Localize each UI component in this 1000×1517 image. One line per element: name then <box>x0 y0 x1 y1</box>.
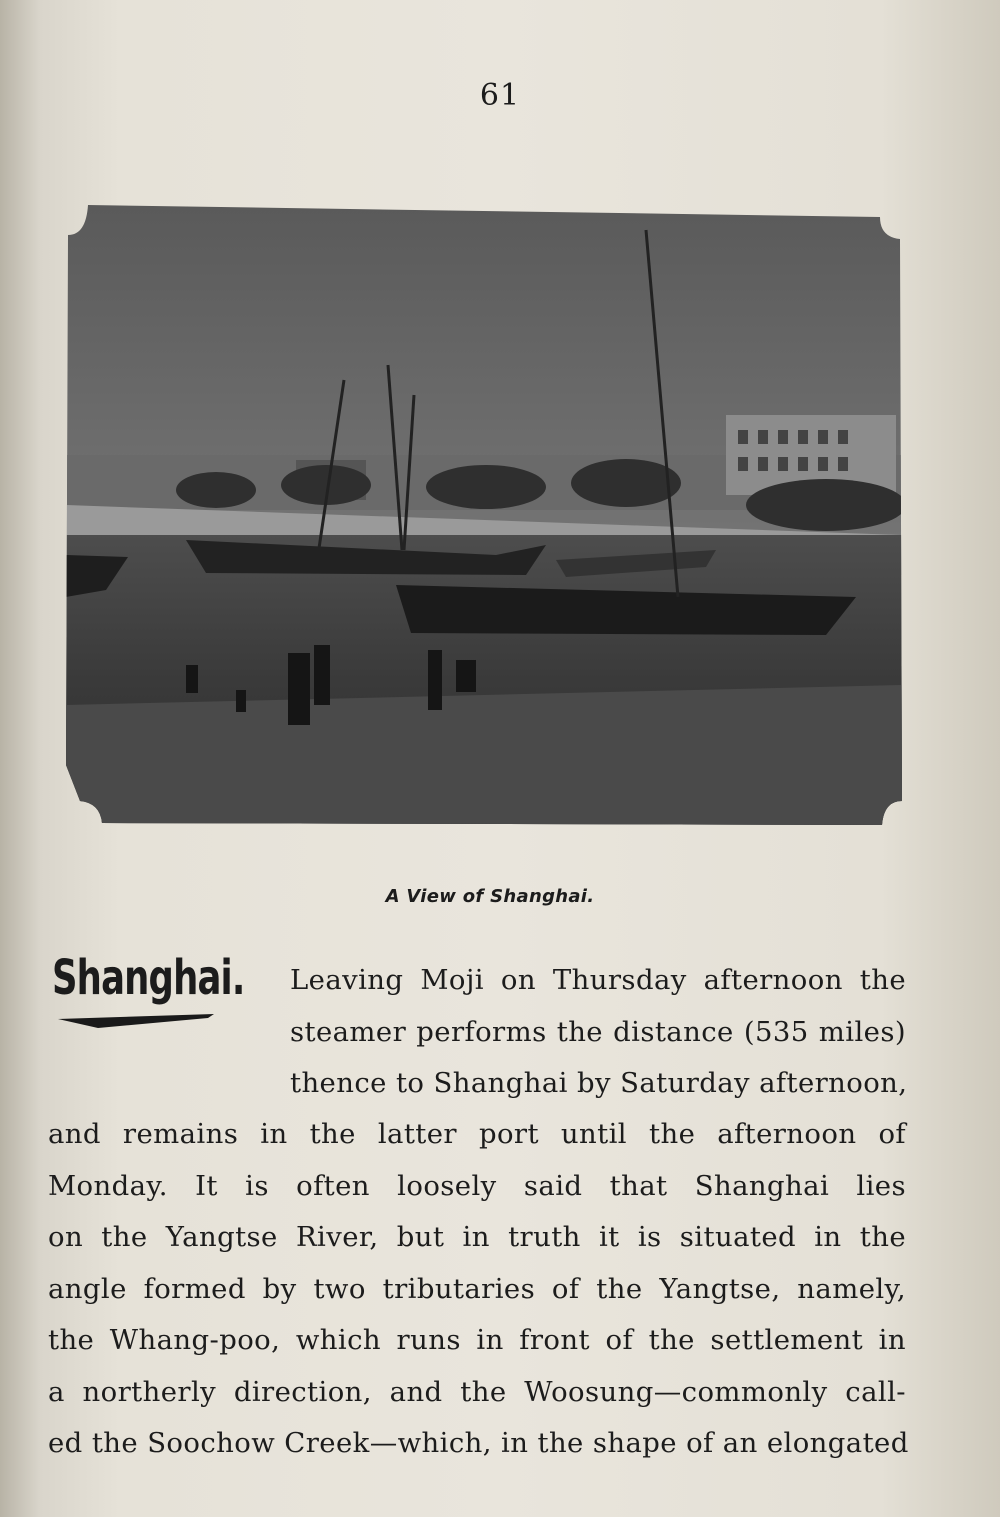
text-line: steamer performs the distance (535 miles) <box>290 1015 906 1048</box>
text-line: thence to Shanghai by Saturday afternoon, <box>290 1067 908 1099</box>
text-line: on the Yangtse River, but in truth it is situated in the <box>48 1221 906 1253</box>
text-line: angle formed by two tributaries of the Yangtse, namely, <box>48 1272 906 1305</box>
body-paragraph <box>48 1109 909 1470</box>
text-line: Monday. It is often loosely said that Shanghai lies <box>48 1169 906 1202</box>
text-line: and remains in the latter port until the afternoon of <box>48 1118 906 1150</box>
text-line: a northerly direction, and the Woosung—commonly call- <box>48 1375 906 1408</box>
text-line: ed the Soochow Creek—which, in the shape of an elongated <box>48 1427 909 1459</box>
section-heading: Shanghai. <box>52 950 245 1006</box>
figure-caption: A View of Shanghai. <box>385 886 595 907</box>
intro-paragraph-indented <box>290 955 906 1110</box>
text-line: the Whang-poo, which runs in front of the settlement in <box>48 1324 906 1356</box>
page-number: 61 <box>479 78 521 113</box>
shanghai-harbor-photo <box>66 205 902 825</box>
text-line: Leaving Moji on Thursday afternoon the <box>290 964 906 996</box>
heading-underline-ornament <box>58 1014 214 1028</box>
